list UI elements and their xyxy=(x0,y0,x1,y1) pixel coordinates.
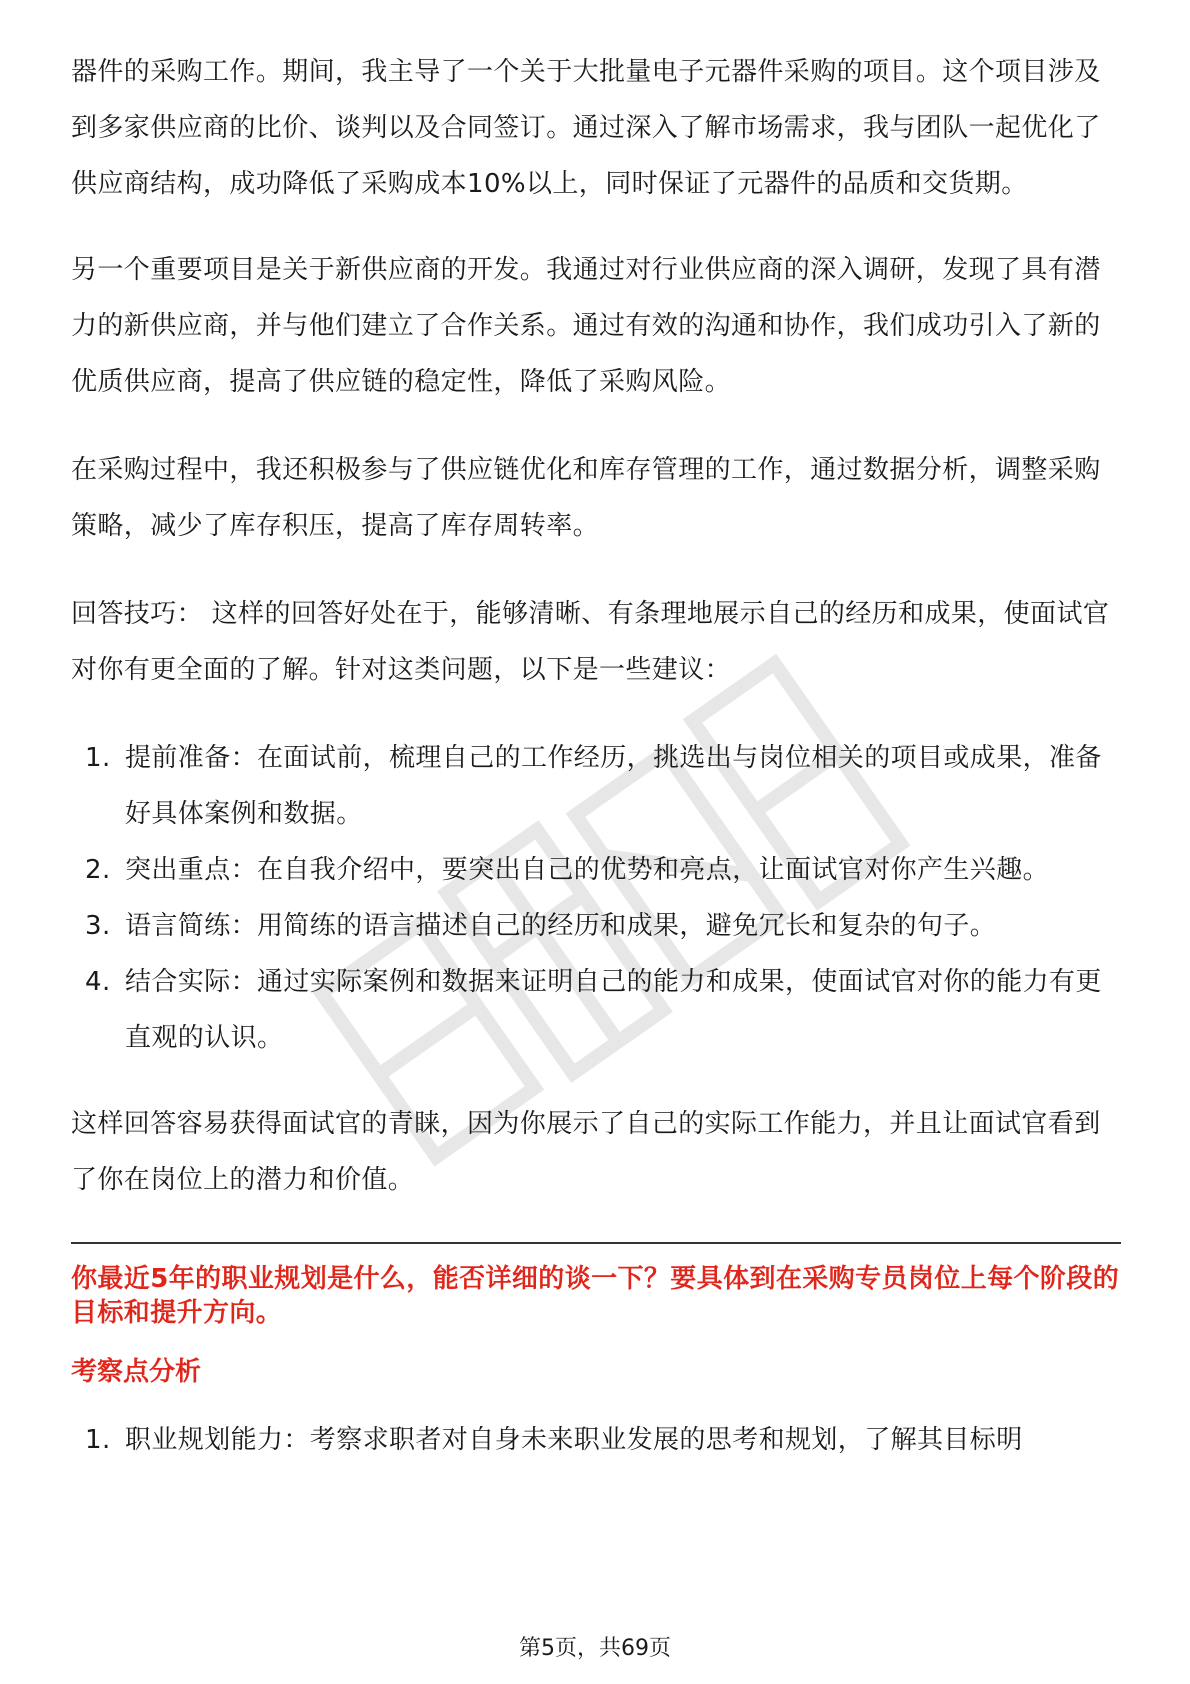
list-item-text: 语言简练：用简练的语言描述自己的经历和成果，避免冗长和复杂的句子。 xyxy=(125,911,997,941)
paragraph-new-supplier: 另一个重要项目是关于新供应商的开发。我通过对行业供应商的深入调研，发现了具有潜力的新供应商，并与他们建立了合作关系。通过有效的沟通和协作，我们成功引入了新的优质供应商，提高了供应链的稳定性，降低了采购风险。 xyxy=(71,255,1101,397)
paragraph-conclusion: 这样回答容易获得面试官的青睐，因为你展示了自己的实际工作能力，并且让面试官看到了你在岗位上的潜力和价值。 xyxy=(71,1109,1101,1195)
list-item-text: 突出重点：在自我介绍中，要突出自己的优势和亮点，让面试官对你产生兴趣。 xyxy=(125,855,1050,885)
list-item xyxy=(71,842,1121,898)
page-number-footer: 第5页，共69页 xyxy=(519,1636,671,1661)
list-item-number: 3. xyxy=(85,911,111,941)
analysis-list xyxy=(71,1412,1121,1468)
document-body xyxy=(71,44,1121,1468)
paragraph-answer-tips: 回答技巧： 这样的回答好处在于，能够清晰、有条理地展示自己的经历和成果，使面试官对你有更全面的了解。针对这类问题，以下是一些建议： xyxy=(71,599,1110,685)
list-item xyxy=(71,954,1121,1066)
list-item-text: 结合实际：通过实际案例和数据来证明自己的能力和成果，使面试官对你的能力有更直观的认识。 xyxy=(125,967,1102,1053)
list-item-number: 4. xyxy=(85,967,111,997)
analysis-heading: 考察点分析 xyxy=(71,1357,202,1387)
paragraph-inventory: 在采购过程中，我还积极参与了供应链优化和库存管理的工作，通过数据分析，调整采购策略，减少了库存积压，提高了库存周转率。 xyxy=(71,455,1101,541)
list-item-text: 职业规划能力：考察求职者对自身未来职业发展的思考和规划，了解其目标明 xyxy=(125,1425,1023,1455)
list-item xyxy=(71,1412,1121,1468)
paragraph-project-experience: 器件的采购工作。期间，我主导了一个关于大批量电子元器件采购的项目。这个项目涉及到多家供应商的比价、谈判以及合同签订。通过深入了解市场需求，我与团队一起优化了供应商结构，成功降低了采购成本10%以上，同时保证了元器件的品质和交货期。 xyxy=(71,57,1101,199)
section-divider xyxy=(71,1242,1121,1244)
interview-question: 你最近5年的职业规划是什么，能否详细的谈一下？要具体到在采购专员岗位上每个阶段的目标和提升方向。 xyxy=(71,1264,1120,1328)
list-item-text: 提前准备：在面试前，梳理自己的工作经历，挑选出与岗位相关的项目或成果，准备好具体案例和数据。 xyxy=(125,743,1102,829)
list-item xyxy=(71,730,1121,842)
list-item-number: 1. xyxy=(85,1425,111,1455)
list-item-number: 1. xyxy=(85,743,111,773)
list-item xyxy=(71,898,1121,954)
tips-list xyxy=(71,730,1121,1066)
list-item-number: 2. xyxy=(85,855,111,885)
